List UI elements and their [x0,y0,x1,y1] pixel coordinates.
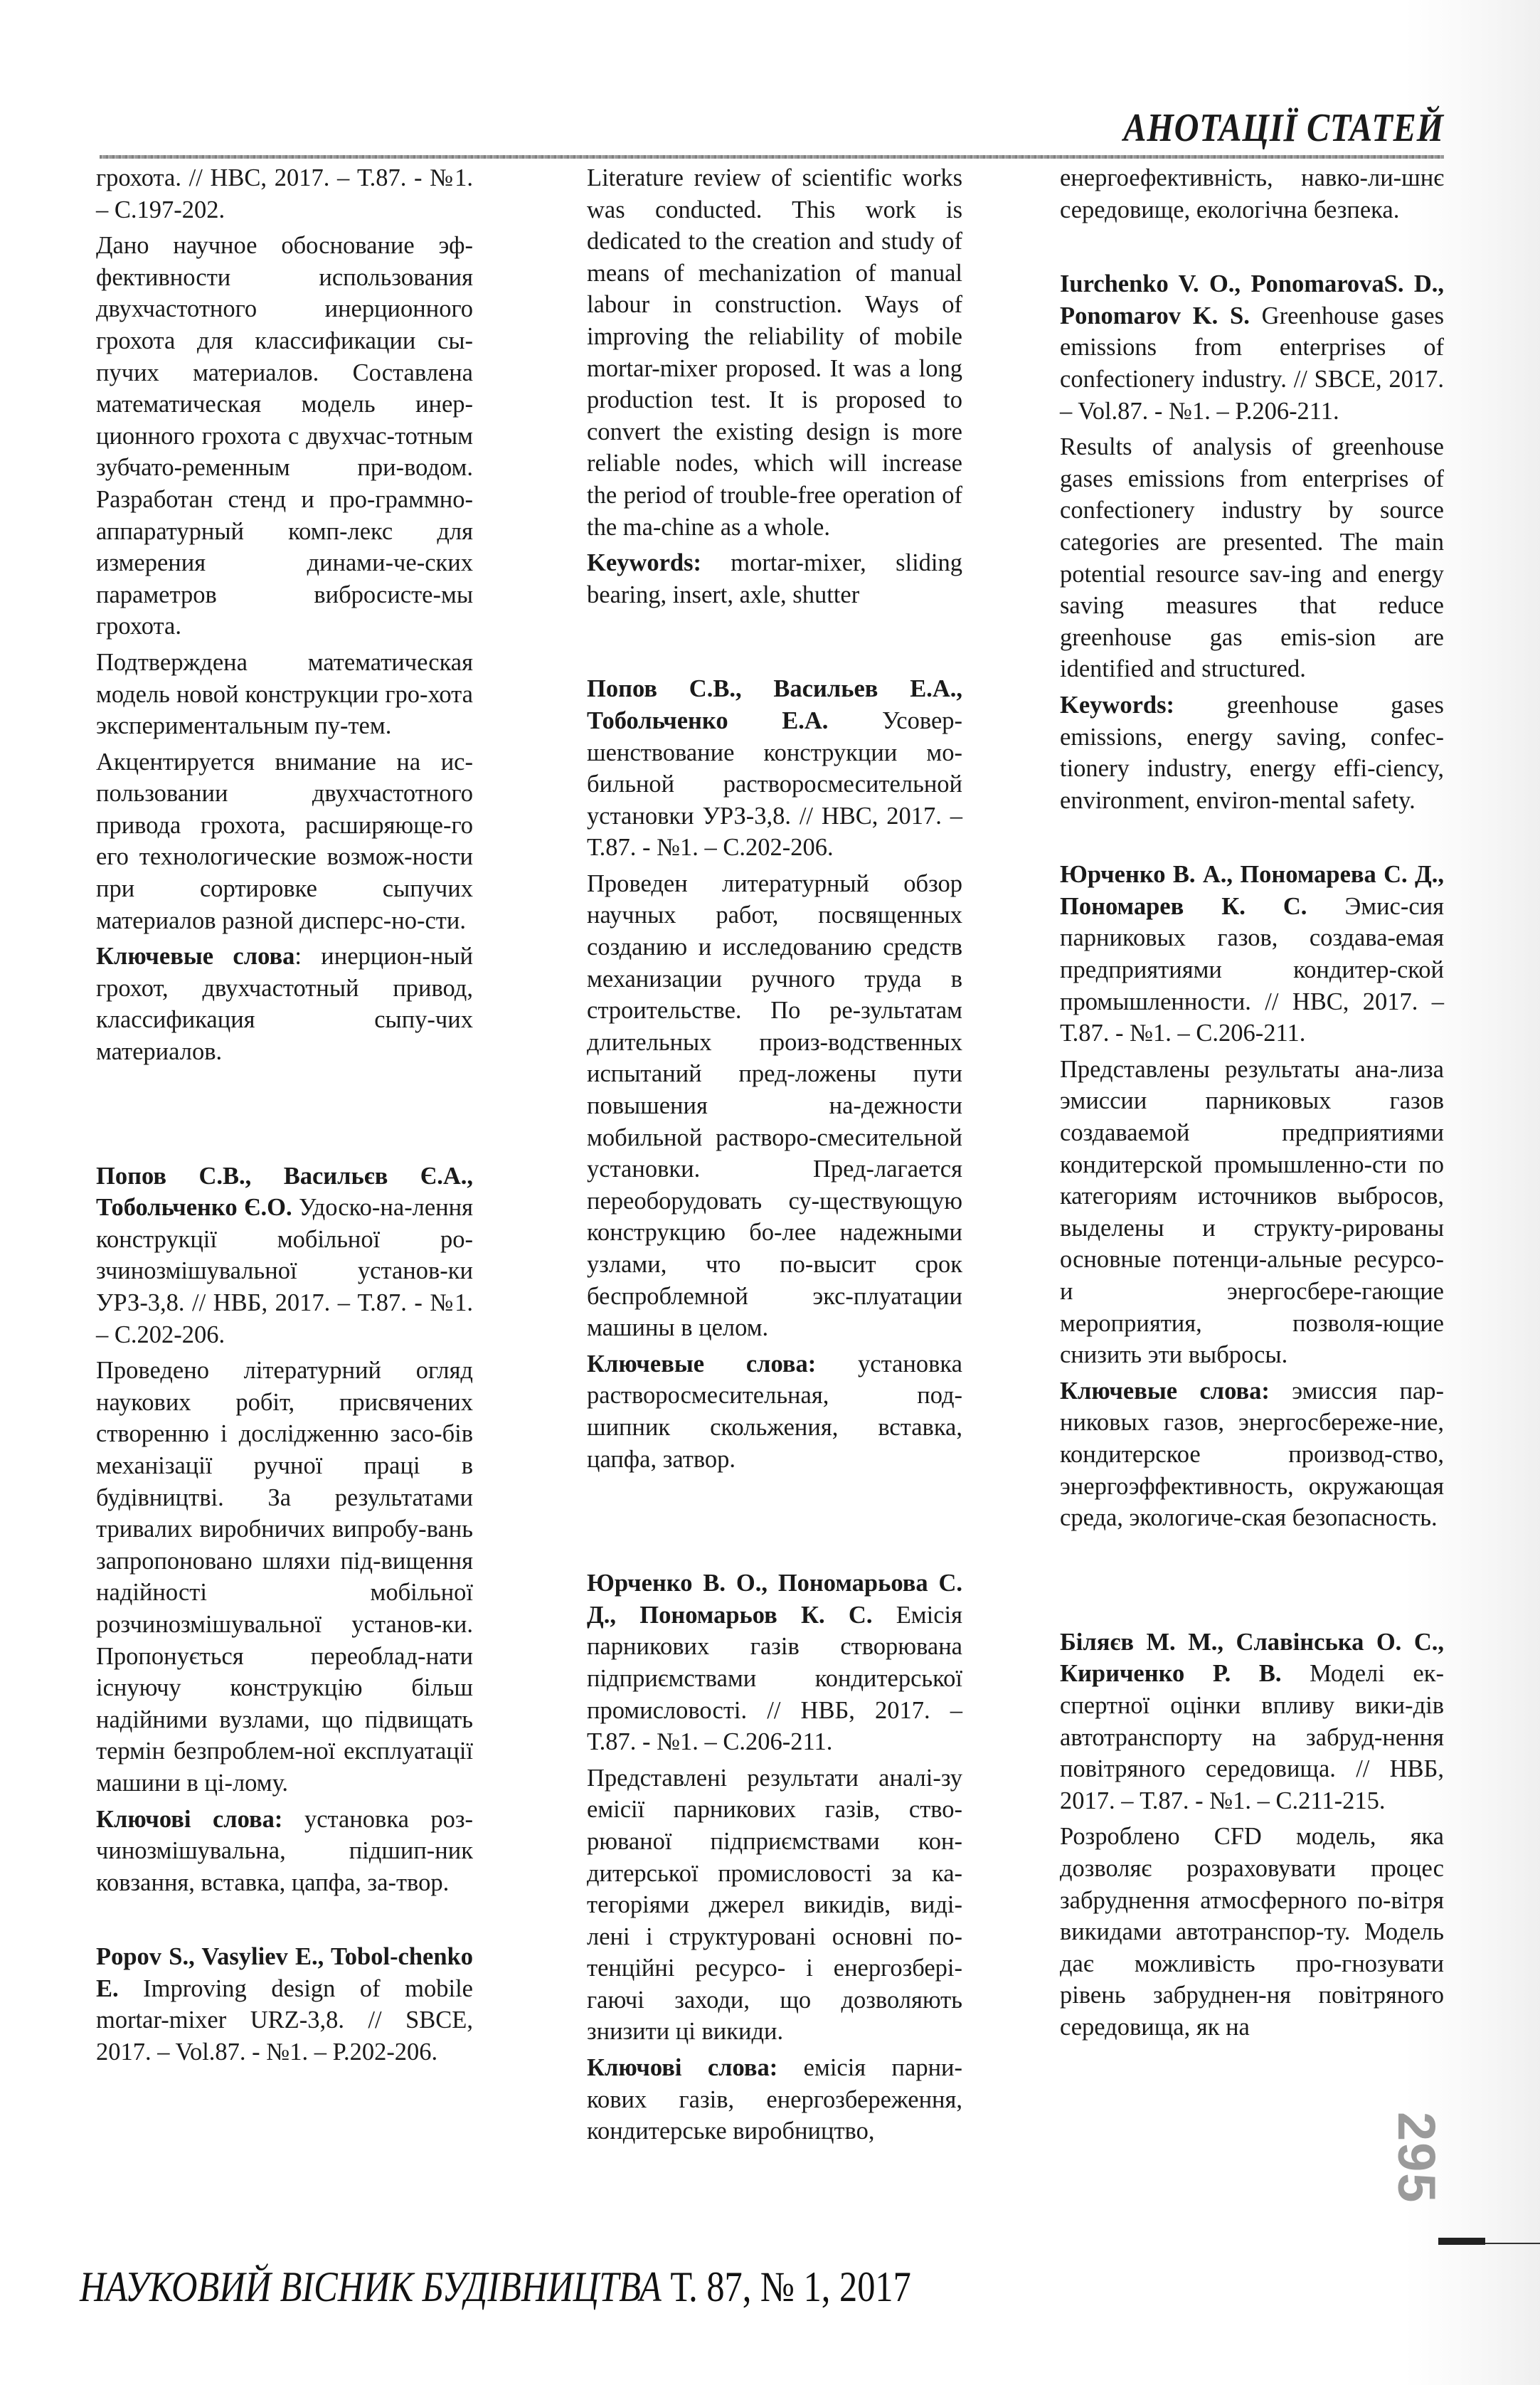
entry-abstract: Проведен литературный обзор научных работ, посвященных созданию и исследованию средств механизации ручного труда в строительстве. По ре-зультатам длительных произ-водственных испытаний пред-ложены пути повышения на-дежности мобильной растворо-смесительной установки. Пред-лагается переоборудовать су-ществующую конструкцию бо-лее надежными узлами, что по-высит срок беспроблемной экс-плуатации машины в целом. [587,869,962,1342]
keywords-label: Ключевые слова [96,943,295,971]
entry-citation [587,1567,962,1758]
section-title: АНОТАЦІЇ СТАТЕЙ [1123,106,1444,150]
article-entry [96,1160,473,1899]
journal-title: НАУКОВИЙ ВІСНИК БУДІВНИЦТВА [80,2263,662,2310]
spacer [96,1068,473,1160]
entry-authors: Біляєв М. М., Славінська О. С., Кириченко Р. В. [1060,1628,1444,1688]
spacer [587,610,962,673]
abstract-paragraph: Акцентируется внимание на ис-пользовании двухчастотного привода грохота, расширяюще-го его технологические возмож-ности при сортировке сыпучих материалов разной дисперс-но-сти. [96,748,473,934]
entry-keywords [96,1804,473,1899]
article-entry [1060,268,1444,816]
entry-citation [587,673,962,864]
page-number: 295 [1387,2112,1446,2204]
spacer [1060,816,1444,859]
keywords-separator: : [294,943,302,971]
abstract-continued: Literature review of scientific works was conducted. This work is dedicated to the creation and study of means of mechanization of manual labour in construction. Ways of improving the reliability of mobile mortar-mixer proposed. It was a long production test. It is proposed to convert the existing design is more reliable nodes, which will increase the period of trouble-free operation of the ma-chine as a whole. [587,164,962,541]
entry-abstract: Представлены результаты ана-лиза эмиссии парниковых газов создаваемой предприятиями кондитерской промышленно-сти по категориям источников выбросов, выделены и структу-рированы основные потенци-альные ресурсо- и энергосбере-гающие мероприятия, позволя-ющие снизить эти выбросы. [1060,1055,1444,1369]
entry-authors: Юрченко В. А., Пономарева С. Д., Пономарев К. С. [1060,861,1444,920]
column-1 [96,162,473,2068]
article-entry [1060,1627,1444,2043]
entry-citation [1060,1627,1444,1817]
entry-title: Емісія парникових газів створювана підприємствами кондитерської промисловості. // НВБ, 2017. – Т.87. - №1. – С.206-211. [587,1601,962,1756]
article-entry [1060,859,1444,1533]
entry-title: Greenhouse gases emissions from enterprises of confectionery industry. // SBCE, 2017. – Vol.87. - №1. – P.206-211. [1060,302,1444,425]
page-marker-line [1485,2243,1540,2244]
entry-keywords [1060,1375,1444,1534]
article-entry [96,1941,473,2068]
entry-title: Удоско-на-лення конструкції мобільної ро-зчинозмішувальної установ-ки УРЗ-3,8. // НВБ, 2017. – Т.87. - №1. – С.202-206. [96,1194,474,1348]
keywords-text: greenhouse gases emissions, energy saving, confec-tionery industry, energy effi-ciency, environment, environ-mental safety. [1060,691,1444,814]
column-2 [587,162,962,2147]
spacer [1060,1534,1444,1627]
entry-title: Improving design of mobile mortar-mixer URZ-3,8. // SBCE, 2017. – Vol.87. - №1. – P.202-206. [96,1974,473,2066]
abstract-paragraph: Подтверждена математическая модель новой конструкции гро-хота экспериментальным пу-тем. [96,648,473,740]
keywords [96,941,473,1067]
keywords-label: Keywords: [587,549,701,577]
keywords [587,547,962,610]
keywords-text: mortar-mixer, sliding bearing, insert, axle, shutter [587,549,962,608]
entry-authors: Попов С.В., Васильєв Є.А., Тобольченко Є.О. [96,1162,473,1222]
entry-keywords [587,1348,962,1475]
abstract-paragraph: Дано научное обоснование эф-фективности использования двухчастотного инерционного грохота для классификации сы-пучих материалов. Составлена математическая модель инер-ционного грохота с двухчас-тотным зубчато-ременным при-водом. Разработан стенд и про-граммно-аппаратурный комп-лекс для измерения динами-че-ских параметров вибросисте-мы грохота. [96,232,473,640]
journal-issue: Т. 87, № 1, 2017 [670,2263,911,2310]
spacer [587,1475,962,1567]
keywords-text: установка растворосмесительная, под-шипник скольжения, вставка, цапфа, затвор. [587,1350,962,1473]
keywords-label: Ключевые слова: [587,1350,817,1377]
keywords-label: Ключові слова: [96,1805,283,1833]
article-entry [587,673,962,1475]
article-entry [587,1567,962,2147]
entry-citation [96,1160,473,1351]
keywords-text: емісія парни-кових газів, енергозбереження, кондитерське виробництво, [587,2054,962,2145]
entry-abstract: Проведено літературний огляд наукових робіт, присвячених створенню і дослідженню засо-бів механізації ручної праці в будівництві. За результатами тривалих виробничих випробу-вань запропоновано шляхи під-вищення надійності мобільної розчинозмішувальної установ-ки. Пропонується переоблад-нати існуючу конструкцію більш надійними вузлами, що підвищать термін безпроблем-ної експлуатації машини в ці-лому. [96,1357,473,1797]
entry-keywords [1060,689,1444,816]
keywords-text: эмиссия пар-никовых газов, энергосбереже-ние, кондитерское производ-ство, энергоэффективность, окружающая среда, экологиче-ская безопасность. [1060,1377,1444,1532]
entry-title: Моделі ек-спертної оцінки впливу вики-дів автотранспорту на забруд-нення повітряного середовища. // НВБ, 2017. – Т.87. - №1. – С.211-215. [1060,1660,1444,1814]
keywords-label: Ключевые слова: [1060,1377,1270,1405]
keywords-label: Ключові слова: [587,2054,778,2082]
citation-continued: грохота. // НВС, 2017. – Т.87. - №1. – С.197-202. [96,164,473,223]
entry-keywords [587,2052,962,2147]
entry-authors: Iurchenko V. O., PonomarovaS. D., Ponomarov K. S. [1060,270,1444,329]
entry-citation [96,1941,473,2068]
header-rule [100,155,1444,159]
column-3 [1060,162,1444,2043]
entry-authors: Юрченко В. О., Пономарьова С. Д., Пономарьов К. С. [587,1570,962,1629]
entry-title: Эмис-сия парниковых газов, создава-емая предприятиями кондитер-ской промышленности. // НВС, 2017. – Т.87. - №1. – С.206-211. [1060,892,1444,1047]
keywords-text: установка роз-чинозмішувальна, підшип-ник ковзання, вставка, цапфа, за-твор. [96,1805,474,1896]
entry-citation [1060,859,1444,1049]
entry-abstract: Розроблено CFD модель, яка дозволяє розраховувати процес забруднення атмосферного по-вітря викидами автотранспор-ту. Модель дає можливість про-гнозувати рівень забруднен-ня повітряного середовища, як на [1060,1823,1444,2041]
spacer [96,1898,473,1941]
entry-authors: Попов С.В., Васильев Е.А., Тобольченко Е.А. [587,675,962,734]
entry-authors: Popov S., Vasyliev E., Tobol-chenko E. [96,1943,473,2002]
keywords-label: Keywords: [1060,691,1174,719]
journal-footer [80,2263,911,2312]
spacer [1060,226,1444,268]
page-marker-bar [1438,2238,1485,2245]
entry-abstract: Results of analysis of greenhouse gases emissions from enterprises of confectionery industry by source categories are presented. The main potential resource sav-ing and energy saving measures that reduce greenhouse gas emis-sion are identified and structured. [1060,433,1444,683]
keywords-continued: енергоефективність, навко-ли-шнє середовище, екологічна безпека. [1060,164,1444,223]
entry-citation [1060,268,1444,427]
entry-abstract: Представлені результати аналі-зу емісії парникових газів, ство-рюваної підприємствами кон-дитерської промисловості за ка-тегоріями джерел викидів, виді-лені і структуровані основні по-тенційні ресурсо- і енергозбері-гаючі заходи, що дозволяють знизити ці викиди. [587,1764,962,2046]
entry-title: Усовер-шенствование конструкции мо-бильной растворосмесительной установки УРЗ-3,8. // НВС, 2017. – Т.87. - №1. – С.202-206. [587,707,962,862]
keywords-text: инерцион-ный грохот, двухчастотный привод, классификация сыпу-чих материалов. [96,943,473,1066]
